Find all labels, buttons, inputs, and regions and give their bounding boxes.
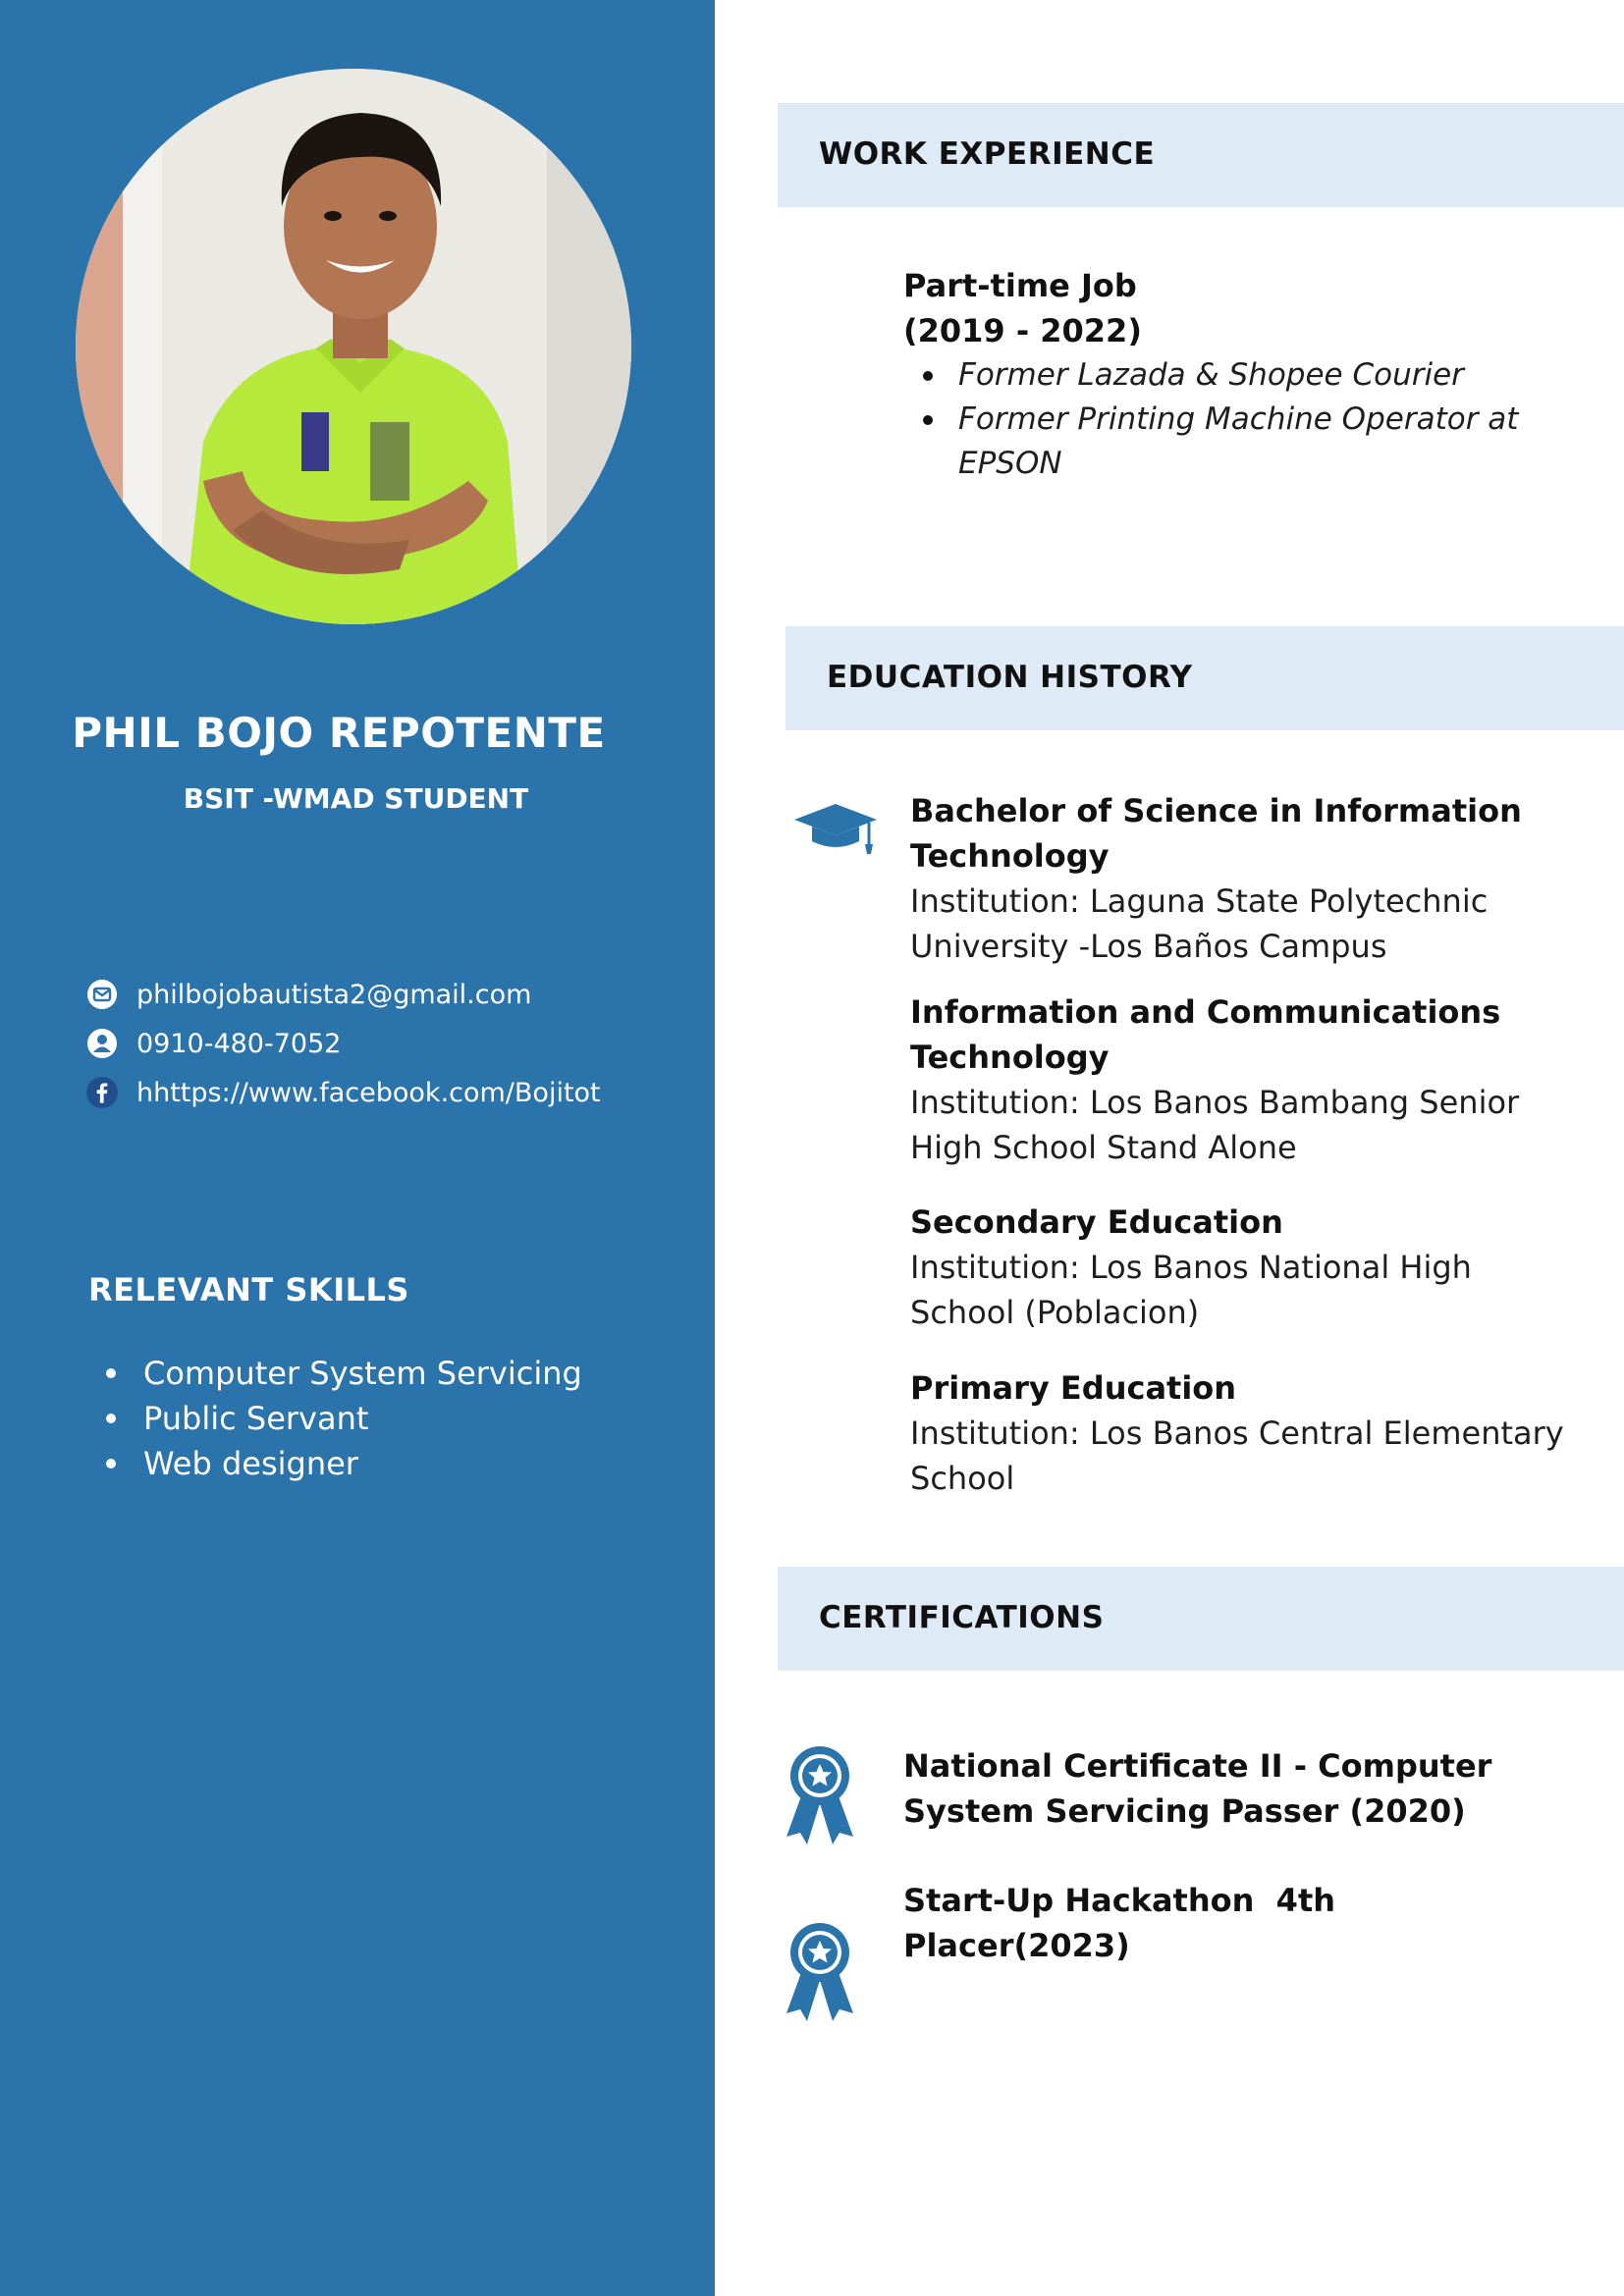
contact-email-text: philbojobautista2@gmail.com xyxy=(136,979,532,1010)
mail-icon xyxy=(85,978,119,1011)
education-entry xyxy=(910,788,1578,969)
degree-title: Primary Education xyxy=(910,1369,1237,1407)
user-icon xyxy=(85,1027,119,1060)
work-experience-section xyxy=(903,263,1571,486)
bullet-icon xyxy=(106,1459,116,1468)
list-item xyxy=(106,1441,582,1486)
job-title: Part-time Job xyxy=(903,267,1137,304)
bullet-icon xyxy=(106,1368,116,1378)
contact-email[interactable] xyxy=(85,970,601,1019)
bullet-icon xyxy=(923,371,933,381)
list-item xyxy=(106,1396,582,1441)
contact-facebook[interactable] xyxy=(85,1068,601,1117)
graduation-cap-icon xyxy=(790,800,881,863)
list-item xyxy=(903,353,1571,398)
education-title: EDUCATION HISTORY xyxy=(827,660,1193,695)
work-list xyxy=(903,353,1571,486)
education-entry xyxy=(910,1200,1558,1335)
bullet-icon xyxy=(923,415,933,425)
list-item xyxy=(106,1351,582,1396)
award-ribbon-icon xyxy=(781,1919,859,2029)
job-role: BSIT -WMAD STUDENT xyxy=(183,782,529,815)
work-experience-title: WORK EXPERIENCE xyxy=(819,136,1156,172)
institution-text: Institution: Los Banos National High School (Poblacion) xyxy=(910,1249,1472,1331)
certification-text: Start-Up Hackathon 4th Placer(2023) xyxy=(903,1882,1347,1964)
profile-photo xyxy=(76,69,631,624)
education-entry xyxy=(910,1365,1578,1501)
institution-text: Institution: Laguna State Polytechnic University -Los Baños Campus xyxy=(910,882,1489,965)
certifications-header xyxy=(778,1567,1624,1671)
degree-title: Information and Communications Technology xyxy=(910,993,1501,1076)
contact-phone[interactable] xyxy=(85,1019,601,1068)
facebook-icon xyxy=(85,1076,119,1109)
contact-list xyxy=(85,970,601,1117)
institution-text: Institution: Los Banos Bambang Senior High School Stand Alone xyxy=(910,1084,1520,1166)
list-item xyxy=(903,398,1571,486)
skill-label: Web designer xyxy=(143,1445,358,1482)
work-experience-header xyxy=(778,103,1624,207)
skill-label: Public Servant xyxy=(143,1400,369,1437)
institution-text: Institution: Los Banos Central Elementary School xyxy=(910,1415,1564,1497)
job-period: (2019 - 2022) xyxy=(903,312,1142,349)
skills-heading: RELEVANT SKILLS xyxy=(88,1271,409,1308)
skills-list xyxy=(106,1351,582,1486)
degree-title: Bachelor of Science in Information Technology xyxy=(910,792,1522,875)
education-entry xyxy=(910,989,1558,1170)
skill-label: Computer System Servicing xyxy=(143,1355,582,1392)
work-item-text: Former Printing Machine Operator at EPSON xyxy=(958,401,1519,481)
education-header xyxy=(785,626,1624,730)
bullet-icon xyxy=(106,1414,116,1423)
award-ribbon-icon xyxy=(781,1742,859,1852)
certification-text: National Certificate II - Computer System Servicing Passer (2020) xyxy=(903,1747,1492,1830)
contact-facebook-text: hhttps://www.facebook.com/Bojitot xyxy=(136,1077,601,1108)
work-item-text: Former Lazada & Shopee Courier xyxy=(958,357,1464,393)
full-name: PHIL BOJO REPOTENTE xyxy=(72,709,606,757)
sidebar xyxy=(0,0,715,2296)
certifications-title: CERTIFICATIONS xyxy=(819,1600,1105,1635)
degree-title: Secondary Education xyxy=(910,1203,1283,1241)
contact-phone-text: 0910-480-7052 xyxy=(136,1028,342,1059)
